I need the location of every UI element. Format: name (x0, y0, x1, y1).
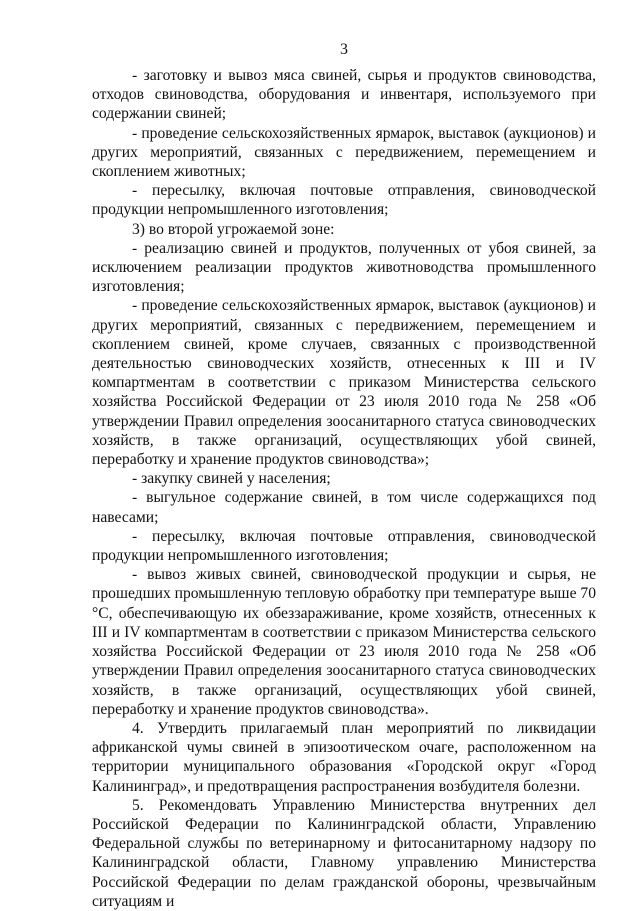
paragraph: - проведение сельскохозяйственных ярмарок, выставок (аукционов) и других мероприятий, связанных с передвижением, перемещением и скоплением свиней, кроме случаев, связанных с производственной деятельностью свиноводческих хозяйств, отнесенных к III и IV компартментам в соответствии с приказом Министерства сельского хозяйства Российской Федерации от 23 июля 2010 года № 258 «Об утверждении Правил определения зоосанитарного статуса свиноводческих хозяйств, в также организаций, осуществляющих убой свиней, переработку и хранение продуктов свиноводства»; (92, 297, 596, 469)
paragraph: - пересылку, включая почтовые отправления, свиноводческой продукции непромышленного изготовления; (92, 527, 596, 565)
page-number: 3 (340, 41, 348, 58)
paragraph: 5. Рекомендовать Управлению Министерства внутренних дел Российской Федерации по Калининградской области, Управлению Федеральной службы по ветеринарному и фитосанитарному надзору по Калининградской области, Главному управлению Министерства Российской Федерации по делам гражданской обороны, чрезвычайным ситуациям и (92, 796, 596, 910)
paragraph: - выгульное содержание свиней, в том числе содержащихся под навесами; (92, 489, 596, 526)
paragraph: - реализацию свиней и продуктов, полученных от убоя свиней, за исключением реализации продуктов животноводства промышленного изготовления; (92, 239, 596, 296)
paragraph: - проведение сельскохозяйственных ярмарок, выставок (аукционов) и других мероприятий, связанных с передвижением, перемещением и скоплением животных; (92, 124, 596, 181)
paragraph: 4. Утвердить прилагаемый план мероприятий по ликвидации африканской чумы свиней в эпизоотическом очаге, расположенном на территории муниципального образования «Городской округ «Город Калининград», и предотвращения распространения возбудителя болезни. (92, 719, 596, 795)
paragraph: - закупку свиней у населения; (132, 470, 331, 488)
paragraph: - заготовку и вывоз мяса свиней, сырья и продуктов свиноводства, отходов свиноводства, оборудования и инвентаря, используемого при содержании свиней; (92, 67, 596, 123)
paragraph: 3) во второй угрожаемой зоне: (132, 220, 335, 238)
document-body (92, 66, 596, 911)
paragraph: - пересылку, включая почтовые отправления, свиноводческой продукции непромышленного изготовления; (92, 182, 596, 219)
paragraph: - вывоз живых свиней, свиноводческой продукции и сырья, не прошедших промышленную тепловую обработку при температуре выше 70 °С, обеспечивающую их обеззараживание, кроме хозяйств, отнесенных к III и IV компартментам в соответствии с приказом Министерства сельского хозяйства Российской Федерации от 23 июля 2010 года № 258 «Об утверждении Правил определения зоосанитарного статуса свиноводческих хозяйств, в также организаций, осуществляющих убой свиней, переработку и хранение продуктов свиноводства». (92, 566, 596, 718)
